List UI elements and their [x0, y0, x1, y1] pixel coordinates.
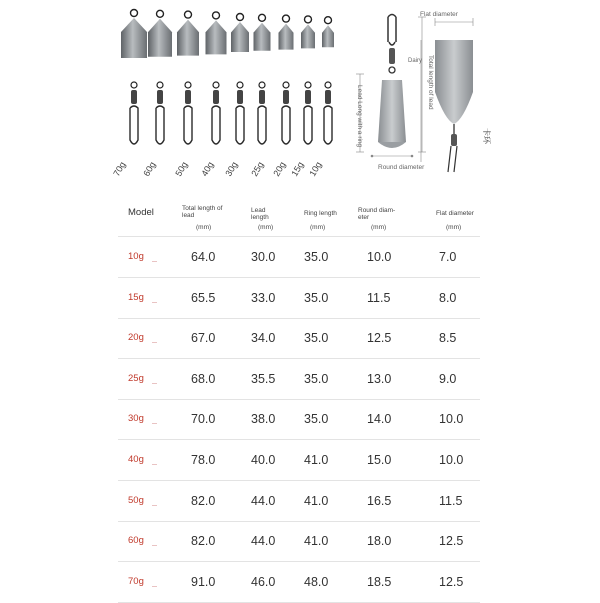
weight-label-40g: 40g	[199, 159, 216, 178]
model-cell: 70g	[128, 575, 144, 587]
flat-cell: 7.0	[439, 250, 457, 264]
table-row	[118, 318, 480, 358]
lead-cell: 44.0	[251, 534, 276, 549]
total-cell: 64.0	[191, 250, 216, 264]
ring-cell: 35.0	[304, 371, 329, 386]
weight-label-60g: 60g	[141, 159, 158, 178]
model-cell: 20g	[128, 332, 144, 344]
lead-cell: 40.0	[251, 453, 276, 467]
lead-cell: 44.0	[251, 493, 276, 508]
table-row	[118, 359, 480, 399]
sinker-60g	[148, 10, 172, 144]
header-round-diameter-line2: eter	[358, 214, 370, 221]
header-round-diameter-unit: (mm)	[371, 224, 387, 231]
header-model: Model	[128, 207, 154, 218]
ring-cell: 41.0	[304, 534, 329, 549]
round-cell: 16.5	[367, 493, 392, 508]
product-illustration	[0, 0, 600, 195]
round-cell: 15.0	[367, 453, 392, 467]
model-cell: 40g	[128, 454, 144, 465]
header-lead-length-line1: Lead	[251, 207, 266, 214]
flat-cell: 10.0	[439, 453, 464, 467]
total-cell: 65.5	[191, 290, 216, 305]
total-cell: 82.0	[191, 493, 216, 508]
weight-label-15g: 15g	[289, 159, 306, 178]
total-cell: 82.0	[191, 534, 216, 549]
total-length-label: Total length of lead	[427, 55, 434, 110]
sinker-25g	[254, 14, 271, 144]
round-cell: 10.0	[367, 250, 392, 264]
weight-label-20g: 20g	[271, 159, 288, 178]
ring-cell: 35.0	[304, 250, 329, 264]
table-header	[118, 196, 480, 236]
total-cell: 70.0	[191, 412, 216, 427]
ring-label: Dairy	[408, 58, 423, 64]
total-cell: 78.0	[191, 453, 216, 467]
model-tick	[152, 586, 157, 587]
sinker-40g	[206, 12, 227, 144]
table-row	[118, 399, 480, 439]
header-total-length-line2: lead	[182, 212, 195, 219]
sinker-10g	[322, 17, 334, 144]
ring-cell: 35.0	[304, 412, 329, 427]
lead-length-label: Lead Long with a ring	[356, 85, 363, 148]
table-row	[118, 278, 480, 318]
model-tick	[152, 505, 157, 506]
flat-cell: 8.5	[439, 331, 457, 346]
flat-cell: 11.5	[439, 493, 463, 508]
lead-cell: 46.0	[251, 574, 276, 589]
table-row	[118, 237, 480, 277]
ring-cell: 35.0	[304, 331, 329, 346]
header-flat-diameter-unit: (mm)	[446, 224, 462, 231]
round-cell: 13.0	[367, 371, 392, 386]
table-row	[118, 440, 480, 480]
sinker-50g	[177, 11, 199, 144]
header-total-length-unit: (mm)	[196, 224, 212, 231]
ring-cell: 41.0	[304, 493, 329, 508]
flat-cell: 12.5	[439, 534, 464, 549]
model-tick	[152, 261, 157, 262]
header-flat-diameter: Flat diameter	[436, 210, 474, 217]
lead-cell: 38.0	[251, 412, 276, 427]
round-cell: 18.5	[367, 574, 392, 589]
ring-cell: 41.0	[304, 453, 329, 467]
sinker-20g	[279, 15, 294, 144]
model-tick	[152, 302, 157, 303]
table-row	[118, 481, 480, 521]
round-cell: 12.5	[367, 331, 392, 346]
sinker-15g	[301, 16, 315, 144]
round-cell: 14.0	[367, 412, 392, 427]
lead-cell: 35.5	[251, 371, 276, 386]
weight-label-70g: 70g	[111, 159, 128, 178]
weight-label-25g: 25g	[249, 159, 266, 178]
flat-cell: 8.0	[439, 290, 457, 305]
header-lead-length-unit: (mm)	[258, 224, 274, 231]
header-lead-length-line2: length	[251, 214, 269, 221]
model-cell: 60g	[128, 535, 144, 547]
flat-cell: 10.0	[439, 412, 464, 427]
model-cell: 50g	[128, 494, 144, 506]
header-ring-length-unit: (mm)	[310, 224, 326, 231]
round-cell: 11.5	[367, 290, 391, 305]
flat-cell: 9.0	[439, 371, 457, 386]
model-cell: 10g	[128, 251, 144, 262]
total-cell: 67.0	[191, 331, 216, 346]
lead-cell: 33.0	[251, 290, 276, 305]
table-row	[118, 562, 480, 602]
round-diameter-label: Round diameter	[378, 164, 425, 171]
total-cell: 91.0	[191, 574, 216, 589]
flat-diameter-label: Flat diameter	[420, 11, 458, 18]
weight-label-30g: 30g	[223, 159, 240, 178]
header-total-length-line1: Total length of	[182, 205, 223, 212]
ring-cell: 48.0	[304, 574, 329, 589]
model-cell: 30g	[128, 413, 144, 425]
total-cell: 68.0	[191, 371, 216, 386]
model-tick	[152, 342, 157, 343]
model-tick	[152, 423, 157, 424]
model-tick	[152, 464, 157, 465]
flat-cell: 12.5	[439, 574, 464, 589]
weight-label-10g: 10g	[307, 159, 324, 178]
round-cell: 18.0	[367, 534, 392, 549]
sinker-30g	[231, 14, 249, 145]
lead-cell: 30.0	[251, 250, 276, 264]
ring-cell: 35.0	[304, 290, 329, 305]
model-tick	[152, 545, 157, 546]
header-ring-length: Ring length	[304, 210, 337, 217]
table-row	[118, 521, 480, 561]
header-round-diameter-line1: Round diam-	[358, 207, 396, 214]
lead-cell: 34.0	[251, 331, 276, 346]
model-cell: 15g	[128, 291, 144, 303]
model-cell: 25g	[128, 372, 144, 384]
sinker-70g	[121, 10, 147, 145]
swivel-label: 卡环	[482, 128, 491, 144]
model-tick	[152, 383, 157, 384]
weight-label-50g: 50g	[173, 159, 190, 178]
